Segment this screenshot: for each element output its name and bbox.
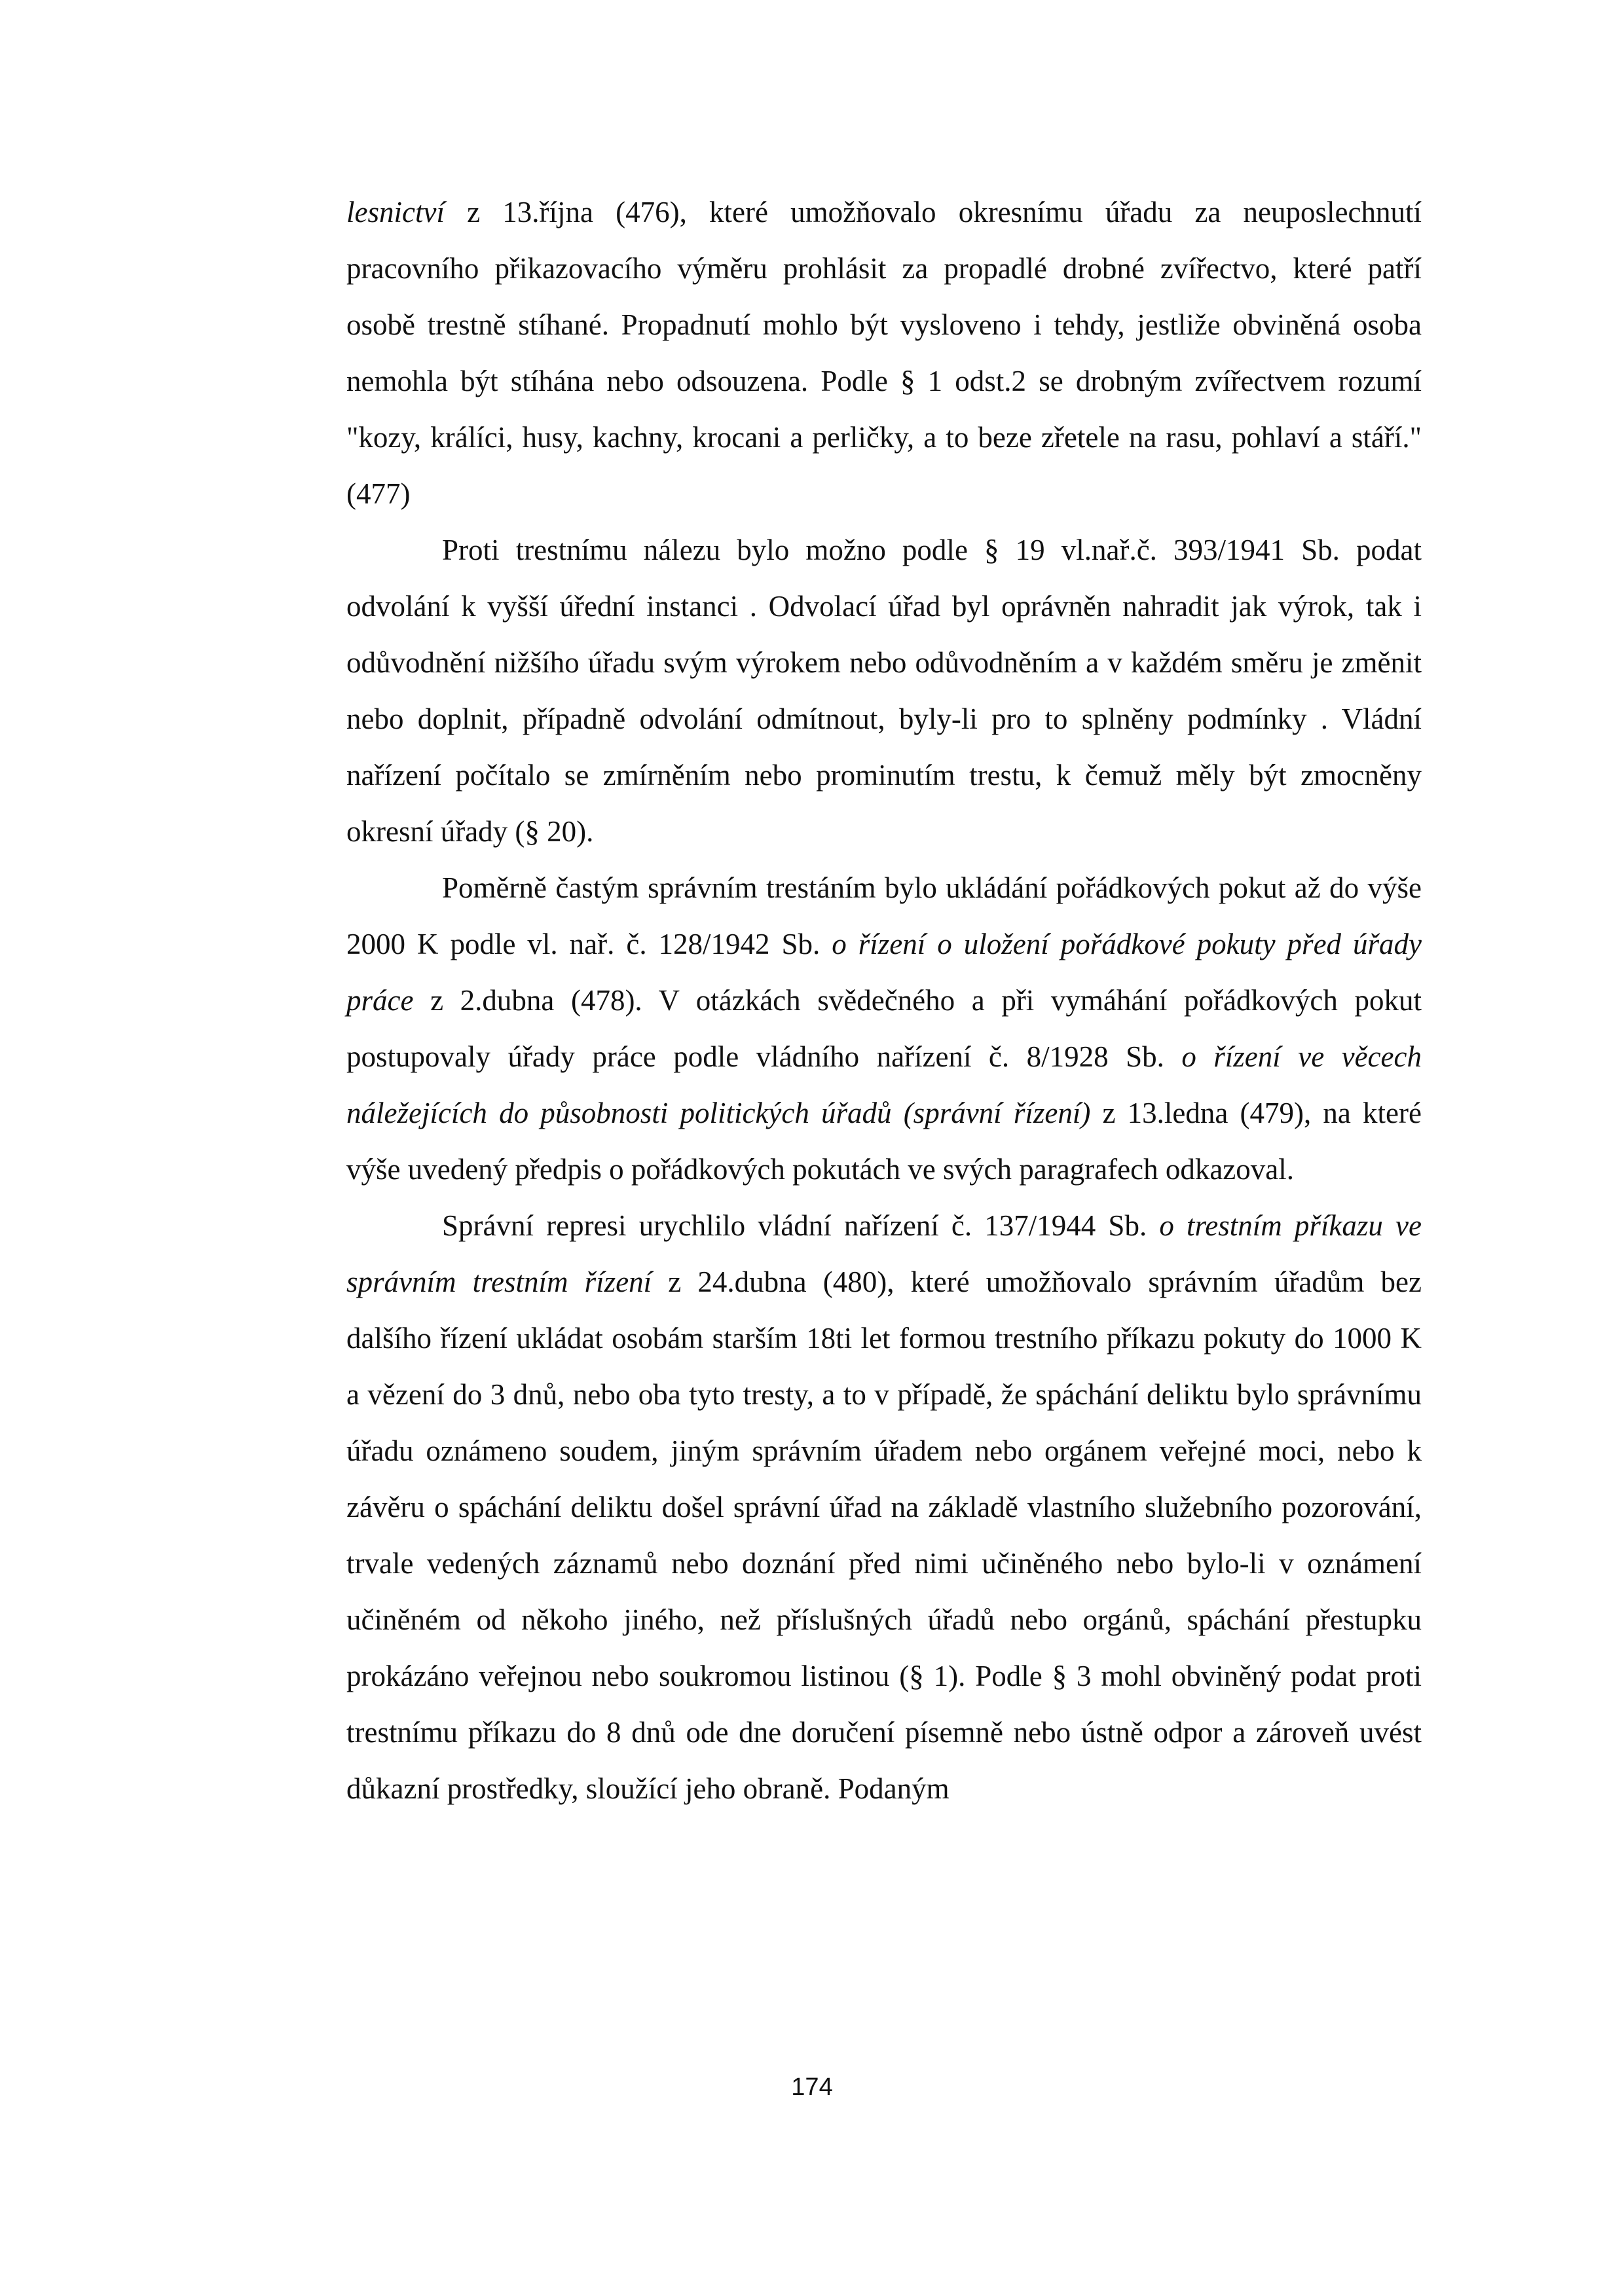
body-text [346, 184, 1422, 1817]
text-segment: Proti trestnímu nálezu bylo možno podle § 19 vl.nař.č. 393/1941 Sb. podat odvolání k vyšší úřední instanci . Odvolací úřad byl oprávněn nahradit jak výrok, tak i odůvodnění nižšího úřadu svým výrokem nebo odůvodněním a v každém směru je změnit nebo doplnit, případně odvolání odmítnout, byly-li pro to splněny podmínky . Vládní nařízení počítalo se zmírněním nebo prominutím trestu, k čemuž měly být zmocněny okresní úřady (§ 20). [346, 534, 1422, 848]
paragraph-2 [346, 522, 1422, 860]
paragraph-1 [346, 184, 1422, 522]
page-number: 174 [791, 2073, 833, 2101]
text-segment: Poměrně častým správním trestáním bylo ukládání pořádkových pokut až do výše 2000 K podle vl. nař. č. 128/1942 Sb. [346, 871, 1422, 960]
text-segment: z 24.dubna (480), které umožňovalo správním úřadům bez dalšího řízení ukládat osobám starším 18ti let formou trestního příkazu pokuty do 1000 K a vězení do 3 dnů, nebo oba tyto tresty, a to v případě, že spáchání deliktu bylo správnímu úřadu oznámeno soudem, jiným správním úřadem nebo orgánem veřejné moci, nebo k závěru o spáchání deliktu došel správní úřad na základě vlastního služebního pozorování, trvale vedených záznamů nebo doznání před nimi učiněného nebo bylo-li v oznámení učiněném od někoho jiného, než příslušných úřadů nebo orgánů, spáchání přestupku prokázáno veřejnou nebo soukromou listinou (§ 1). Podle § 3 mohl obviněný podat proti trestnímu příkazu do 8 dnů ode dne doručení písemně nebo ústně odpor a zároveň uvést důkazní prostředky, sloužící jeho obraně. Podaným [346, 1266, 1422, 1805]
paragraph-4 [346, 1197, 1422, 1817]
italic-text: o řízení ve věcech náležejících do působnosti politických úřadů (správní řízení) [346, 1040, 1422, 1129]
paragraph-3 [346, 860, 1422, 1197]
text-segment: Správní represi urychlilo vládní nařízení č. 137/1944 Sb. [442, 1209, 1160, 1242]
italic-text: lesnictví [346, 196, 445, 228]
italic-text: o řízení o uložení pořádkové pokuty před úřady práce [346, 928, 1422, 1017]
text-segment: z 13.října (476), které umožňovalo okresnímu úřadu za neuposlechnutí pracovního přikazovacího výměru prohlásit za propadlé drobné zvířectvo, které patří osobě trestně stíhané. Propadnutí mohlo být vysloveno i tehdy, jestliže obviněná osoba nemohla být stíhána nebo odsouzena. Podle § 1 odst.2 se drobným zvířectvem rozumí "kozy, králíci, husy, kachny, krocani a perličky, a to beze zřetele na rasu, pohlaví a stáří." (477) [346, 196, 1422, 510]
text-segment: z 2.dubna (478). V otázkách svědečného a při vymáhání pořádkových pokut postupovaly úřady práce podle vládního nařízení č. 8/1928 Sb. [346, 984, 1422, 1073]
italic-text: o trestním příkazu ve správním trestním řízení [346, 1209, 1422, 1298]
text-segment: z 13.ledna (479), na které výše uvedený předpis o pořádkových pokutách ve svých paragrafech odkazoval. [346, 1097, 1422, 1186]
